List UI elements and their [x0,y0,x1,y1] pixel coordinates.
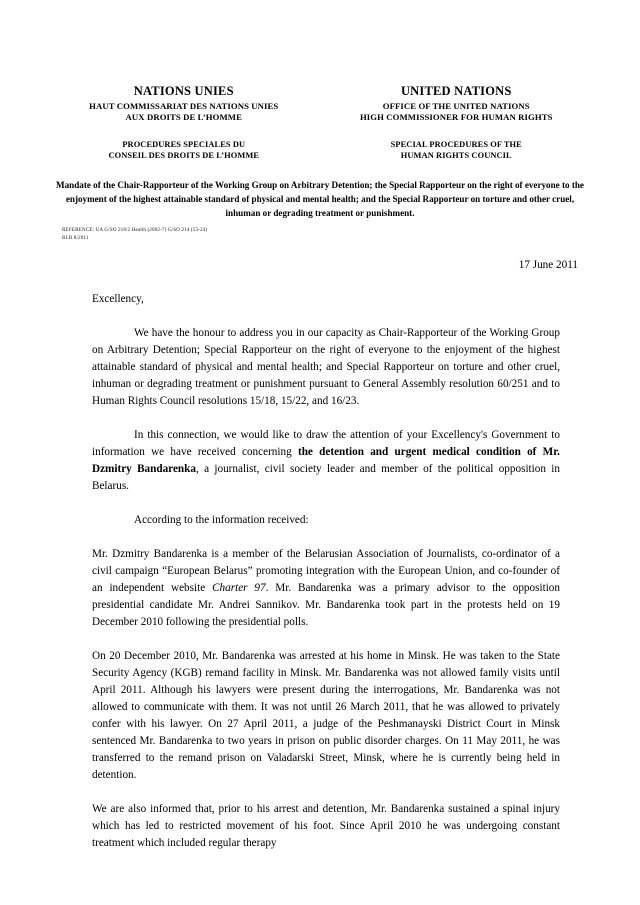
letterhead-english-organization: UNITED NATIONS [400,84,512,98]
letterhead-english-procedures-line-2: HUMAN RIGHTS COUNCIL [400,151,512,161]
letterhead-french-procedures-line-2: CONSEIL DES DROITS DE L’HOMME [108,151,260,161]
letterhead-french-office-line-1: HAUT COMMISSARIAT DES NATIONS UNIES [89,100,279,111]
letterhead-french-procedures-line-1: PROCEDURES SPECIALES DU [122,140,246,150]
letterhead-english-office-line-2: HIGH COMMISSIONER FOR HUMAN RIGHTS [359,112,553,123]
letter-date: 17 June 2011 [518,258,578,271]
salutation: Excellency, [92,292,144,305]
letterhead-french-organization: NATIONS UNIES [133,84,234,98]
paragraph-biography-text-before: Mr. Dzmitry Bandarenka is a member of the Belarusian Association of Journalists, co-ordinator of a civil campaign “European Belarus” promoting integration with the European Union, and co-founder of an independent website [92,547,560,594]
reference-block [62,227,640,243]
paragraph-arrest-detail: On 20 December 2010, Mr. Bandarenka was arrested at his home in Minsk. He was taken to the State Security Agency (KGB) remand facility in Minsk. Mr. Bandarenka was not allowed family visits until April 2011. Although his lawyers were present during the interrogations, Mr. Bandarenka was not allowed to communicate with them. It was not until 26 March 2011, that he was allowed to privately confer with his lawyer. On 27 April 2011, a judge of the Peshmanayski District Court in Minsk sentenced Mr. Bandarenka to two years in prison on public disorder charges. On 11 May 2011, he was transferred to the remand prison on Valadarski Street, Minsk, where he is currently being held in detention. [92,649,560,781]
letterhead-english-spacer [330,124,582,139]
letterhead-english-column [330,84,582,162]
paragraph-information-lead: According to the information received: [134,513,309,526]
reference-line-1: REFERENCE: UA G/SO 218/2 Health (2002-7) G/SO 214 (53-24) [62,227,208,234]
paragraph-biography-website-title: Charter 97 [212,581,266,594]
paragraph-biography [92,546,560,631]
letterhead-english-procedures-line-1: SPECIAL PROCEDURES OF THE [390,140,522,150]
paragraph-biography-text-after: . Mr. Bandarenka was a primary advisor to the opposition presidential candidate Mr. Andrei Sannikov. Mr. Bandarenka took part in the protests held on 19 December 2010 following the presidential polls. [92,581,560,628]
paragraph-capacity: We have the honour to address you in our capacity as Chair-Rapporteur of the Working Group on Arbitrary Detention; Special Rapporteur on the right of everyone to the enjoyment of the highest attainable standard of physical and mental health; and Special Rapporteur on torture and other cruel, inhuman or degrading treatment or punishment pursuant to General Assembly resolution 60/251 and to Human Rights Council resolutions 15/18, 15/22, and 16/23. [92,326,560,407]
letterhead-english-office-line-1: OFFICE OF THE UNITED NATIONS [382,100,530,111]
paragraph-subject-text-after: , a journalist, civil society leader and member of the political opposition in Belarus. [92,462,560,492]
paragraph-medical-condition: We are also informed that, prior to his arrest and detention, Mr. Bandarenka sustained a spinal injury which has led to restricted movement of his foot. Since April 2010 he was undergoing constant treatment which included regular therapy [92,803,560,850]
letterhead-french-spacer [58,124,310,139]
mandate-statement: Mandate of the Chair-Rapporteur of the Working Group on Arbitrary Detention; the Special Rapporteur on the right of everyone to the enjoyment of the highest attainable standard of physical and mental health; and the Special Rapporteur on torture and other cruel, inhuman or degrading treatment or punishment. [56,179,584,218]
paragraph-subject [92,427,560,495]
letterhead [0,0,640,162]
paragraph-subject-highlight: the detention and urgent medical condition of Mr. Dzmitry Bandarenka [92,445,560,475]
reference-line-2: BLR 8/2011 [62,234,89,241]
letter-body [92,325,560,852]
paragraph-subject-text-before: In this connection, we would like to draw the attention of your Excellency's Government to information we have received concerning [92,428,560,458]
letterhead-french-column [58,84,310,162]
letterhead-french-office-line-2: AUX DROITS DE L’HOMME [125,112,242,123]
